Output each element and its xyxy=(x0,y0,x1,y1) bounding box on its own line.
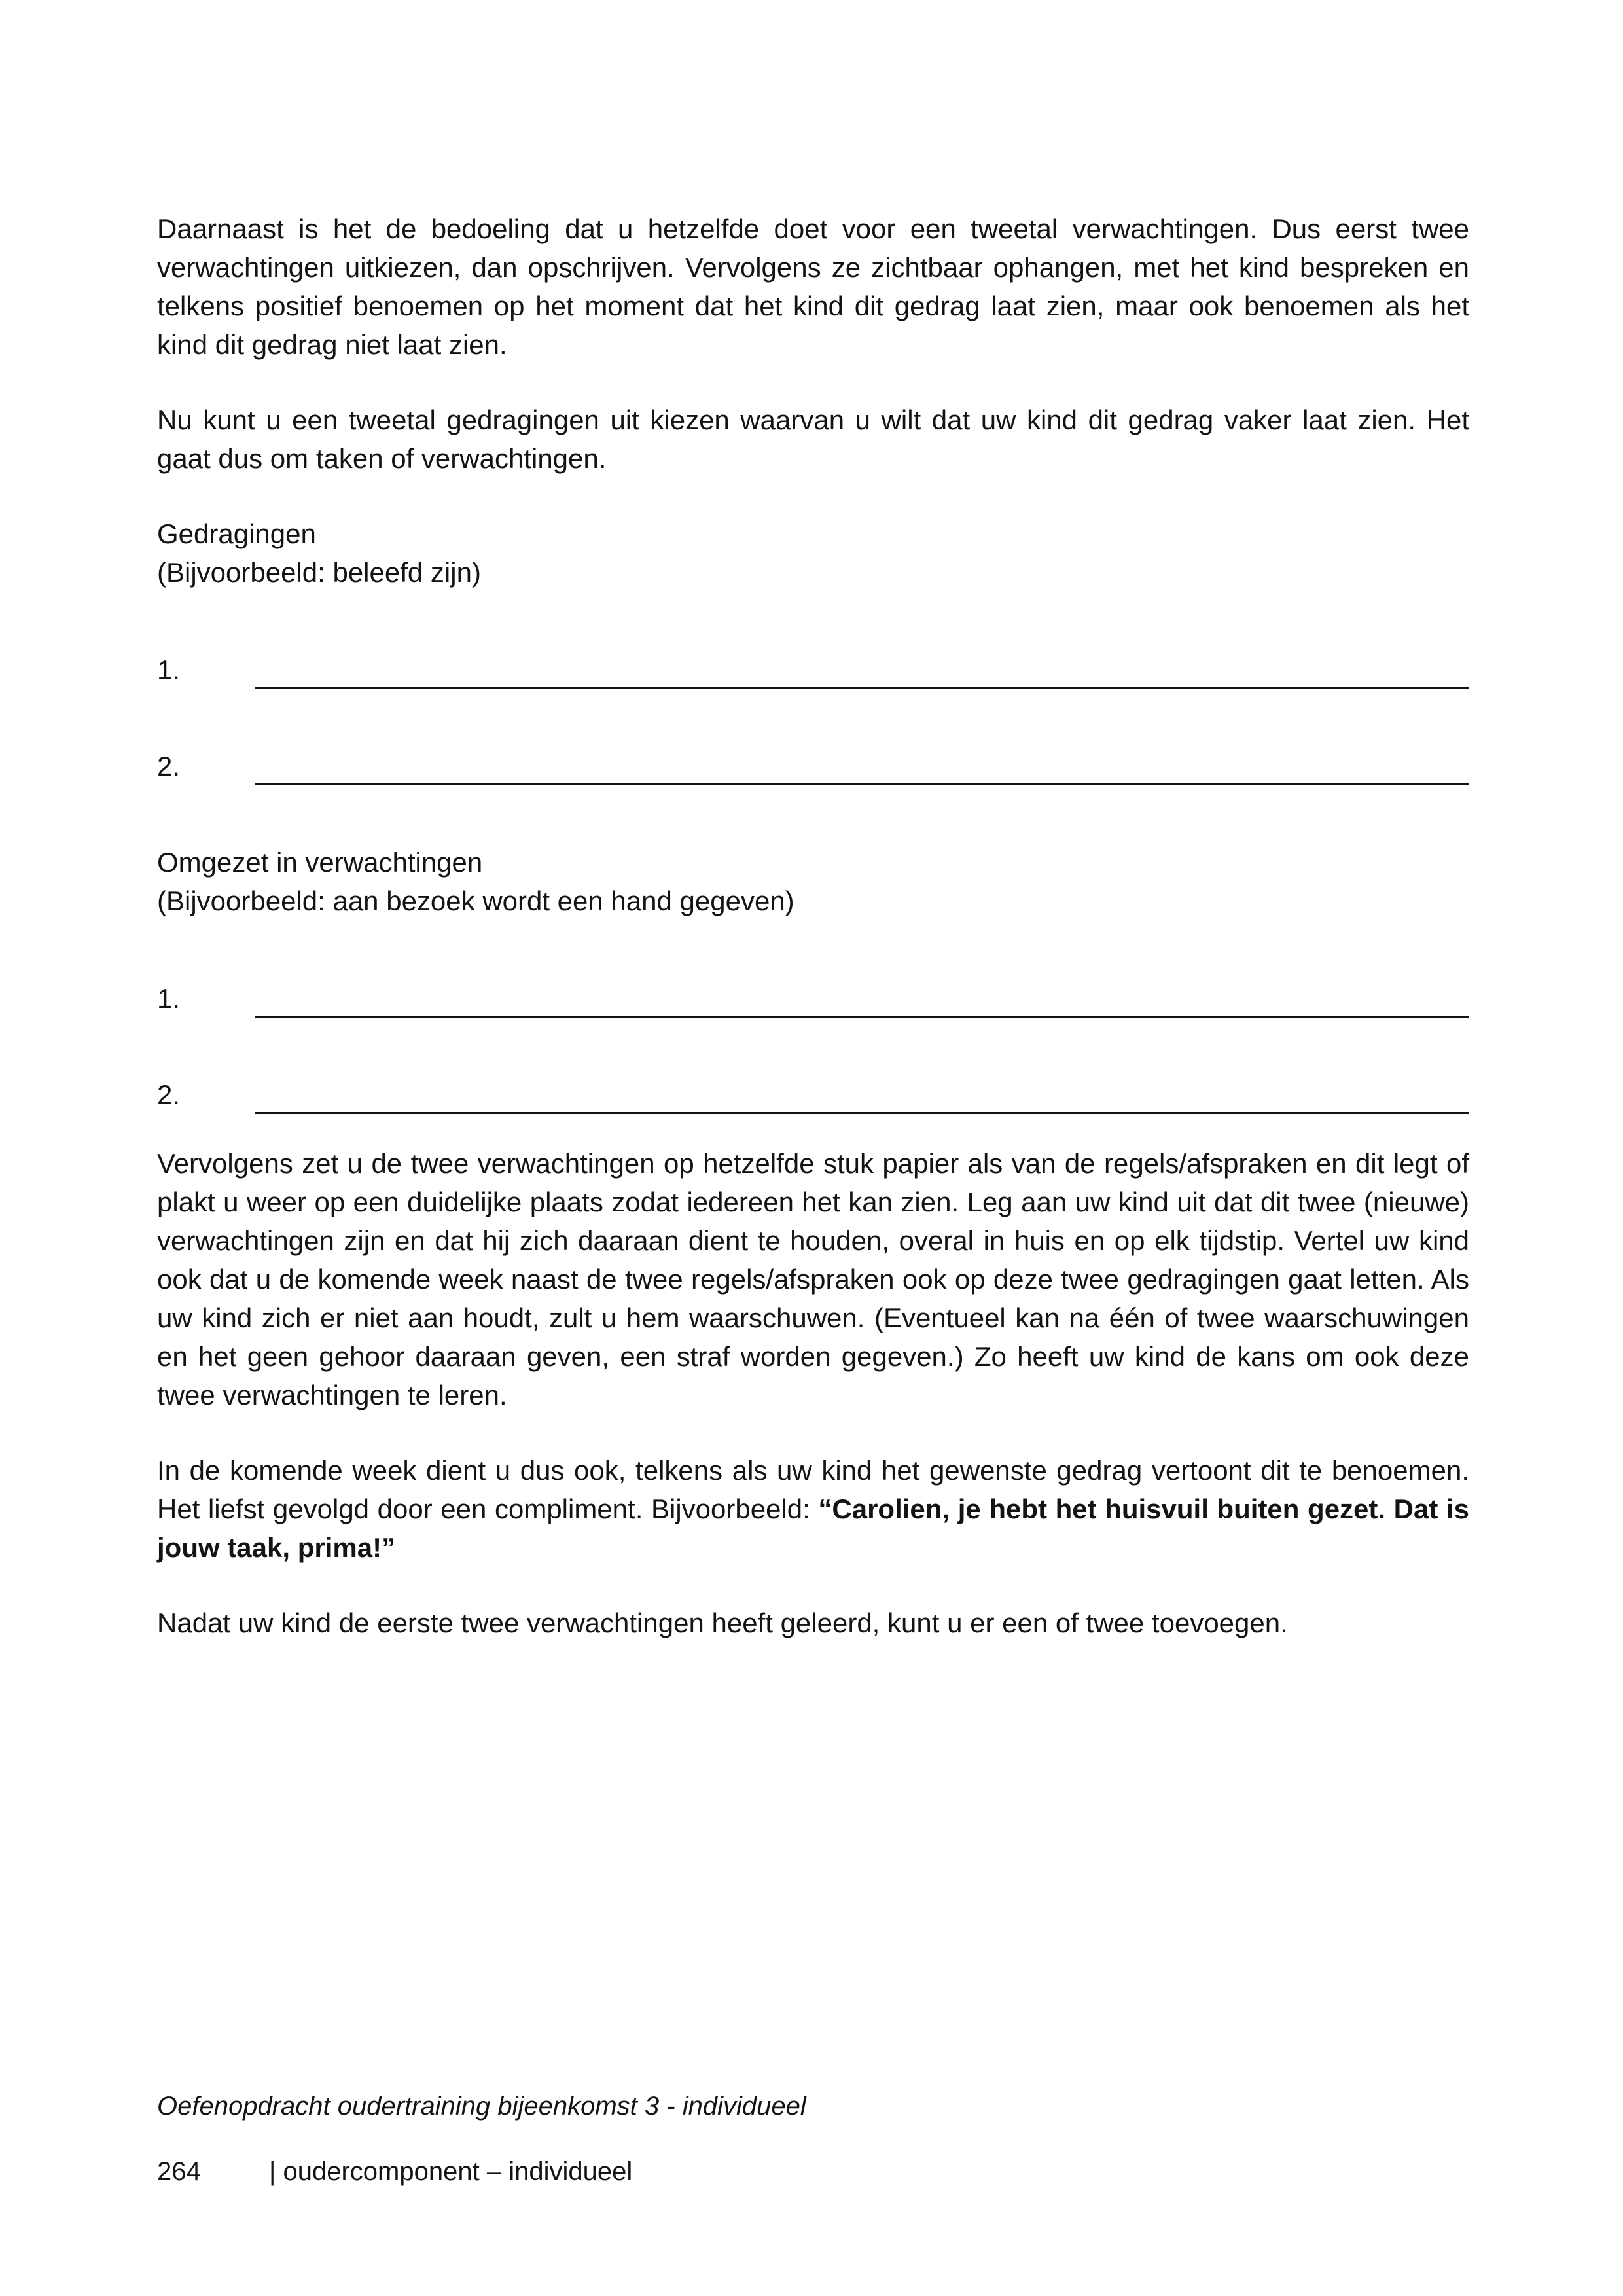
footer-section-label: | oudercomponent – individueel xyxy=(269,2157,633,2186)
blank-number-label: 1. xyxy=(157,983,181,1014)
instructions-paragraph: Vervolgens zet u de twee verwachtingen op hetzelfde stuk papier als van de regels/afspraken en dit legt of plakt u weer op een duidelijke plaats zodat iedereen het kan zien. Leg aan uw kind uit dat dit twee (nieuwe) verwachtingen zijn en dat hij zich daaraan dient te houden, overal in huis en op elk tijdstip. Vertel uw kind ook dat u de komende week naast de twee regels/afspraken ook op deze twee gedragingen gaat letten. Als uw kind zich er niet aan houdt, zult u hem waarschuwen. (Eventueel kan na één of twee waarschuwingen en het geen gehoor daaraan geven, een straf worden gegeven.) Zo heeft uw kind de kans om ook deze twee verwachtingen te leren. xyxy=(157,1148,1469,1410)
expectations-example: (Bijvoorbeeld: aan bezoek wordt een hand gegeven) xyxy=(157,886,794,916)
behaviors-example: (Bijvoorbeeld: beleefd zijn) xyxy=(157,557,481,588)
page-footer xyxy=(157,2155,632,2189)
compliment-paragraph-normal: In de komende week dient u dus ook, telkens als uw kind het gewenste gedrag vertoont dit te benoemen. Het liefst gevolgd door een compliment. Bijvoorbeeld: xyxy=(157,1455,1469,1524)
expectations-heading-block xyxy=(157,843,1469,920)
choose-behaviors-paragraph: Nu kunt u een tweetal gedragingen uit kiezen waarvan u wilt dat uw kind dit gedrag vaker laat zien. Het gaat dus om taken of verwachtingen. xyxy=(157,404,1469,474)
fill-in-line xyxy=(255,649,1469,689)
fill-in-line xyxy=(255,977,1469,1018)
blank-number-label: 2. xyxy=(157,751,181,781)
intro-paragraph: Daarnaast is het de bedoeling dat u hetzelfde doet voor een tweetal verwachtingen. Dus eerst twee verwachtingen uitkiezen, dan opschrijven. Vervolgens ze zichtbaar ophangen, met het kind bespreken en telkens positief benoemen op het moment dat het kind dit gedrag laat zien, maar ook benoemen als het kind dit gedrag niet laat zien. xyxy=(157,213,1469,360)
expectations-heading: Omgezet in verwachtingen xyxy=(157,847,483,878)
compliment-paragraph xyxy=(157,1451,1469,1567)
page-number: 264 xyxy=(157,2157,201,2186)
behaviors-blank-row-2 xyxy=(157,747,1469,785)
fill-in-line xyxy=(255,1073,1469,1114)
expectations-blank-row-1 xyxy=(157,979,1469,1018)
exercise-caption: Oefenopdracht oudertraining bijeenkomst 3 - individueel xyxy=(157,2092,806,2121)
behaviors-blank-row-1 xyxy=(157,651,1469,689)
fill-in-line xyxy=(255,745,1469,785)
expectations-blank-row-2 xyxy=(157,1075,1469,1114)
compliment-paragraph-bold-quote: “Carolien, je hebt het huisvuil buiten gezet. Dat is jouw taak, prima!” xyxy=(157,1494,1469,1563)
blank-number-label: 1. xyxy=(157,655,181,685)
behaviors-heading-block xyxy=(157,514,1469,592)
closing-paragraph: Nadat uw kind de eerste twee verwachtingen heeft geleerd, kunt u er een of twee toevoegen. xyxy=(157,1607,1288,1638)
blank-number-label: 2. xyxy=(157,1079,181,1110)
behaviors-heading: Gedragingen xyxy=(157,518,316,549)
